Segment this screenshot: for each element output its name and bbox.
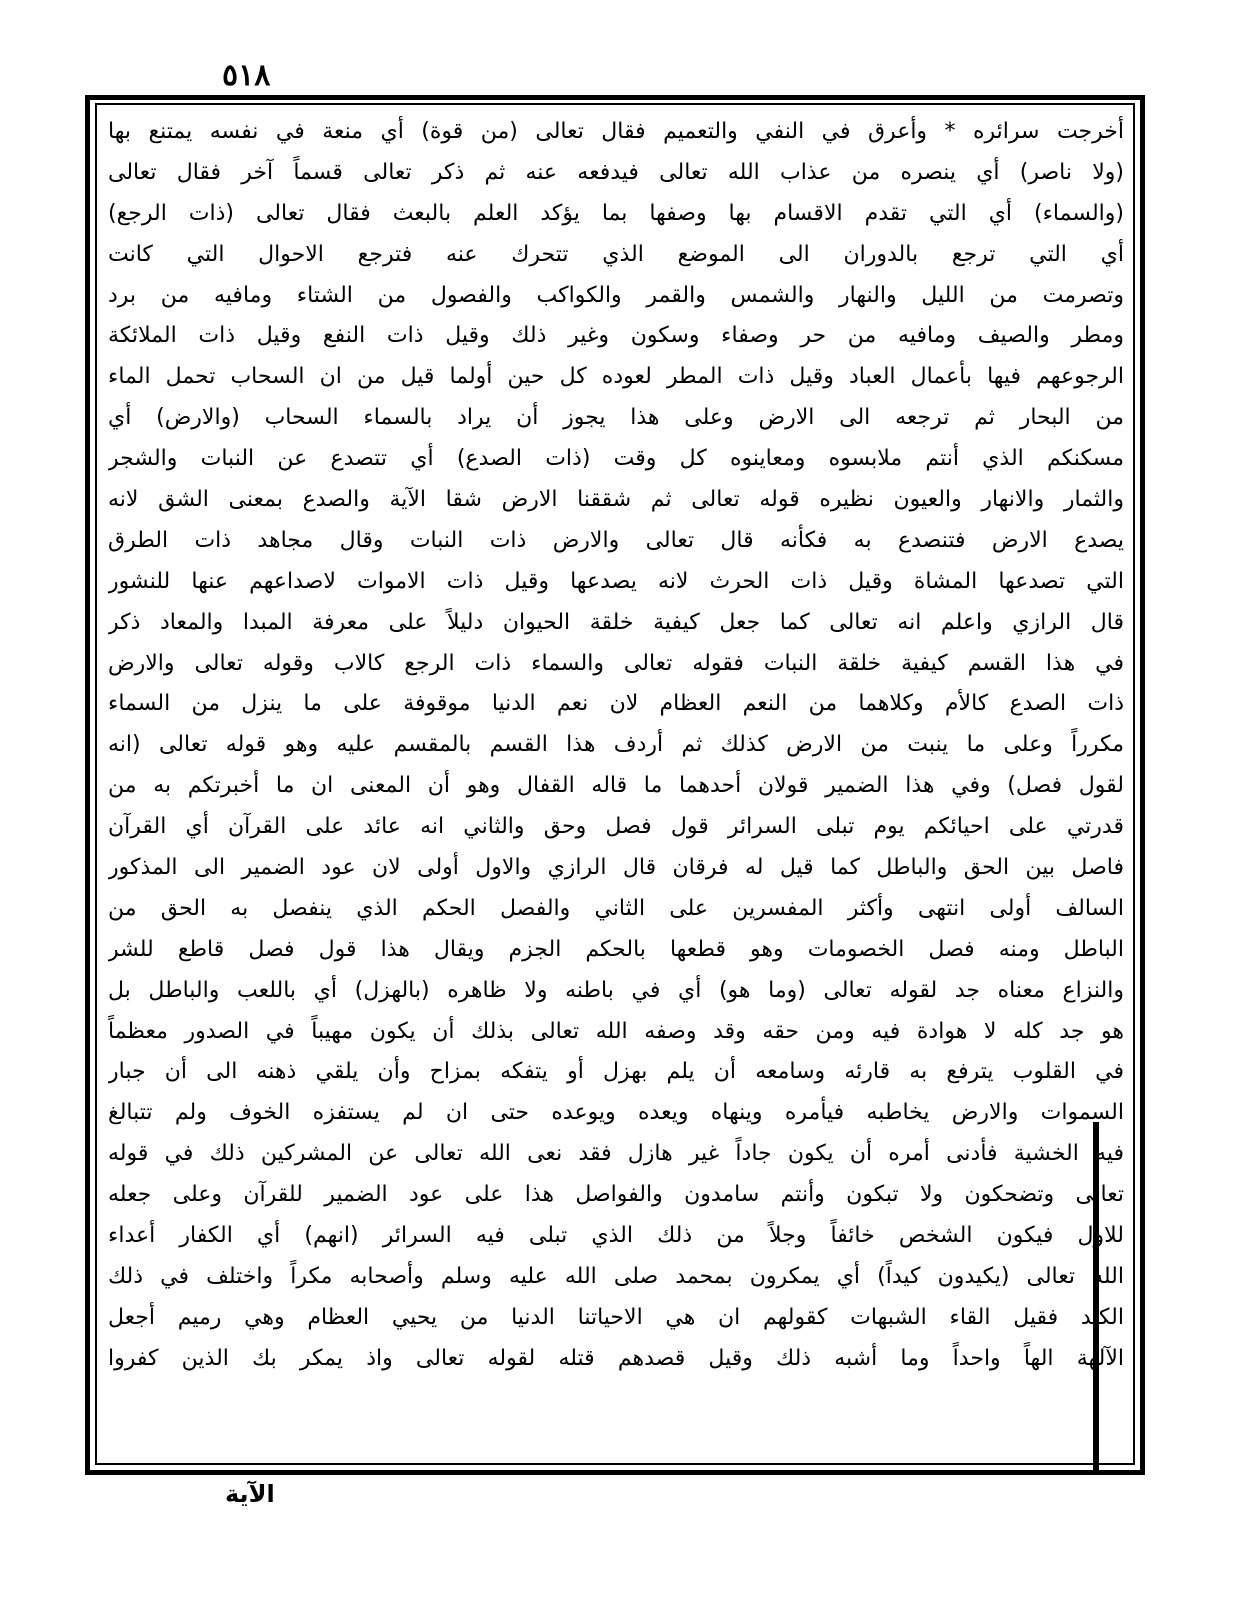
text-line: والثمار والانهار والعيون نظيره قوله تعالى ثم شققنا الارض شقا الآية والصدع بمعنى الشق لانه: [108, 487, 1124, 513]
text-line: الكيد فقيل القاء الشبهات كقولهم ان هي الاحياتنا الدنيا من يحيي العظام وهي رميم أجعل: [108, 1304, 1124, 1330]
text-line: الآلهة الهاً واحداً وما أشبه ذلك وقيل قصدهم قتله لقوله تعالى واذ يمكر بك الذين كفروا: [108, 1345, 1124, 1371]
text-line: الرجوعهم فيها بأعمال العباد وقيل ذات المطر لعوده كل حين أولما قيل من ان السحاب تحمل الماء: [108, 364, 1124, 390]
text-line: الله تعالى (يكيدون كيداً) أي يمكرون بمحمد صلى الله عليه وسلم وأصحابه مكراً واختلف في ذلك: [108, 1263, 1124, 1289]
text-line: لقول فصل) وفي هذا الضمير قولان أحدهما ما قاله القفال وهو أن المعنى ان ما أخبرتكم به من: [108, 773, 1124, 799]
text-line: قدرتي على احيائكم يوم تبلى السرائر قول فصل وحق والثاني انه عائد على القرآن أي القرآن: [108, 814, 1124, 840]
text-line: من البحار ثم ترجعه الى الارض وعلى هذا يجوز أن يراد بالسماء السحاب (والارض) أي: [108, 405, 1124, 431]
text-line: هو جد كله لا هوادة فيه ومن حقه وقد وصفه الله تعالى بذلك أن يكون مهيباً في الصدور معظماً: [108, 1018, 1124, 1044]
text-line: فاصل بين الحق والباطل كما قيل له فرقان قال الرازي والاول أولى لان عود الضمير الى المذكور: [108, 855, 1124, 881]
text-line: السالف أولى انتهى وأكثر المفسرين على الثاني والفصل الحكم الذي ينفصل به الحق من: [108, 895, 1124, 921]
text-line: التي تصدعها المشاة وقيل ذات الحرث لانه يصدعها وقيل ذات الاموات لاصداعهم عنها للنشور: [108, 568, 1124, 594]
text-line: السموات والارض يخاطبه فيأمره وينهاه ويعده ويوعده حتى ان لم يستفزه الخوف ولم تتبالغ: [108, 1100, 1124, 1126]
text-line: أي التي ترجع بالدوران الى الموضع الذي تتحرك عنه فترجع الاحوال التي كانت: [108, 241, 1124, 267]
text-line: في القلوب يترفع به قارئه وسامعه أن يلم بهزل أو يتفكه بمزاح وأن يلقي ذهنه الى أن جبار: [108, 1059, 1124, 1085]
page-number: ٥١٨: [222, 58, 271, 93]
main-text-block: [108, 112, 1124, 1380]
text-line: في هذا القسم كيفية خلقة النبات فقوله تعالى والسماء ذات الرجع كالاب وقوله تعالى والارض: [108, 650, 1124, 676]
text-line: يصدع الارض فتنصدع به فكأنه قال تعالى والارض ذات النبات وقال مجاهد ذات الطرق: [108, 527, 1124, 553]
text-line: الباطل ومنه فصل الخصومات وهو قطعها بالحكم الجزم ويقال هذا قول فصل قاطع للشر: [108, 936, 1124, 962]
text-line: ومطر والصيف ومافيه من حر وصفاء وسكون وغير ذلك وقيل ذات النفع وقيل ذات الملائكة: [108, 323, 1124, 349]
text-line: قال الرازي واعلم انه تعالى كما جعل كيفية خلقة الحيوان دليلاً على معرفة المبدا والمعاد ذكر: [108, 609, 1124, 635]
text-line: ذات الصدع كالأم وكلاهما من النعم العظام لان نعم الدنيا موقوفة على ما ينزل من السماء: [108, 691, 1124, 717]
catchword: الآية: [225, 1480, 275, 1508]
text-line: أخرجت سرائره * وأعرق في النفي والتعميم فقال تعالى (من قوة) أي منعة في نفسه يمتنع بها: [108, 119, 1124, 144]
text-line: للاول فيكون الشخص خائفاً وجلاً من ذلك الذي تبلى فيه السرائر (انهم) أي الكفار أعداء: [108, 1223, 1124, 1249]
text-line: تعالى وتضحكون ولا تبكون وأنتم سامدون والفواصل هذا على عود الضمير للقرآن وعلى جعله: [108, 1182, 1124, 1208]
text-line: وتصرمت من الليل والنهار والشمس والقمر والكواكب والفصول من الشتاء ومافيه من برد: [108, 282, 1124, 308]
text-line: (والسماء) أي التي تقدم الاقسام بها وصفها بما يؤكد العلم بالبعث فقال تعالى (ذات الرجع): [108, 200, 1124, 226]
text-line: والنزاع معناه جد لقوله تعالى (وما هو) أي في باطنه ولا ظاهره (بالهزل) أي باللعب والباطل بل: [108, 977, 1124, 1003]
text-line: فيه الخشية فأدنى أمره أن يكون جاداً غير هازل فقد نعى الله تعالى عن المشركين ذلك في قوله: [108, 1141, 1124, 1167]
text-line: مسكنكم الذي أنتم ملابسوه ومعاينوه كل وقت (ذات الصدع) أي تتصدع عن النبات والشجر: [108, 446, 1124, 472]
text-line: (ولا ناصر) أي ينصره من عذاب الله تعالى فيدفعه عنه ثم ذكر تعالى قسماً آخر فقال تعالى: [108, 159, 1124, 185]
text-line: مكرراً وعلى ما ينبت من الارض كذلك ثم أردف هذا القسم بالمقسم عليه وهو قوله تعالى (انه: [108, 732, 1124, 758]
